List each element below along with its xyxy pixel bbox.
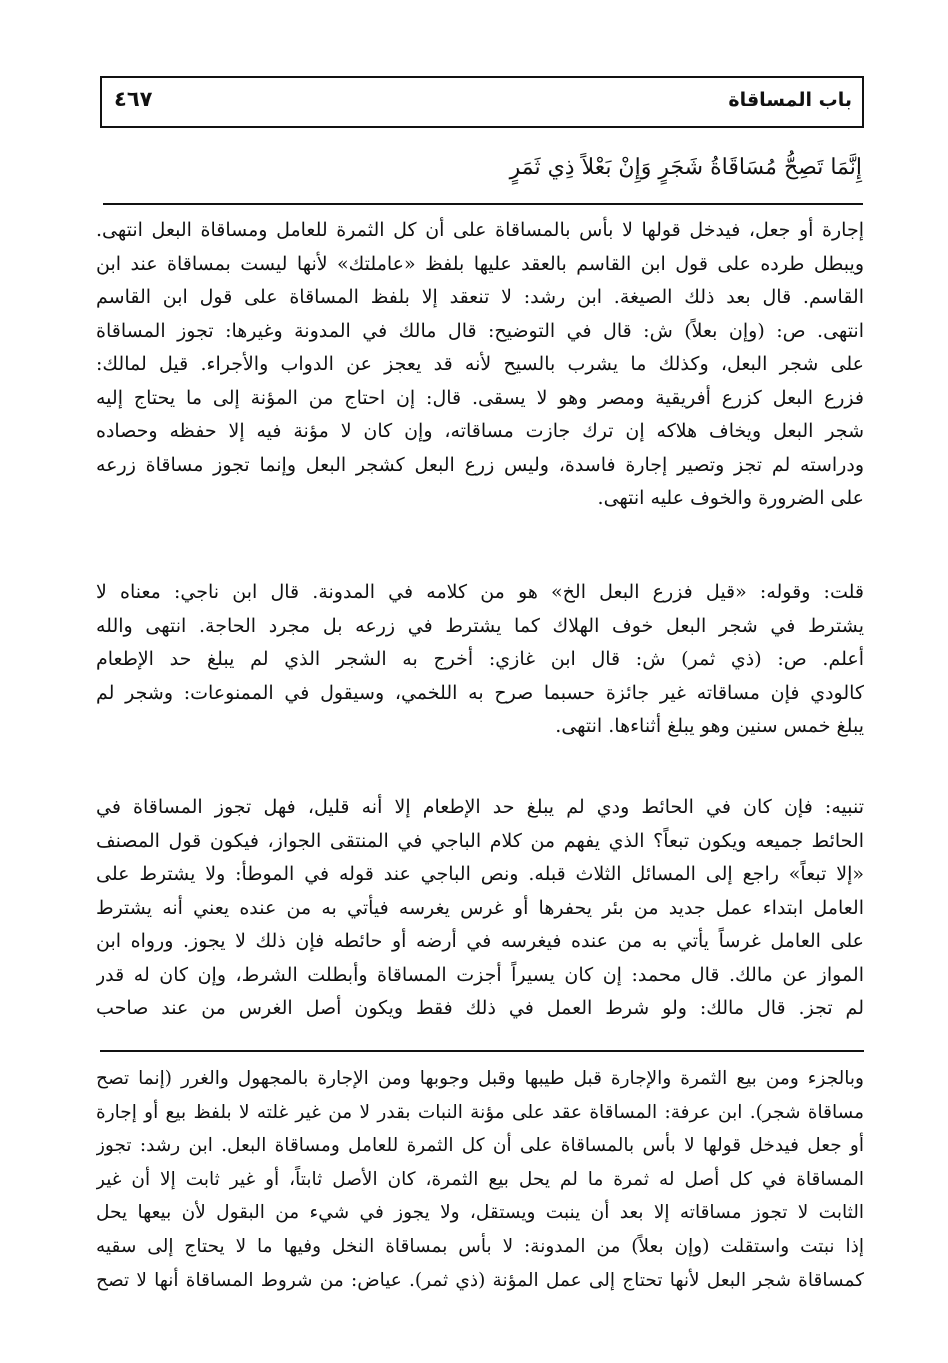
text-line: فزرع البعل كزرع أفريقية ومصر وهو لا يسقى. قال: إن احتاج من المؤنة إلى ما يحتاج إليه [96, 386, 864, 409]
text-line: يشترط في شجر البعل خوف الهلاك كما يشترط في زرعه بل مجرد الحاجة. انتهى والله [96, 614, 864, 637]
text-line: ودراسته لم تجز وتصير إجارة فاسدة، وليس زرع البعل كشجر البعل وإنما تجوز مساقاة زرعه [96, 453, 864, 476]
page-number: ٤٦٧ [114, 87, 153, 111]
footnote-line: المساقاة في كل أصل له ثمرة ما لم يحل بيع الثمرة، كان الأصل ثابتاً، أو غير ثابت إلا أن غير [96, 1168, 864, 1190]
poem-verse: إِنَّمَا تَصِحُّ مُسَاقَاةُ شَجَرٍ وَإِنْ بَعْلاً ذِي ثَمَرٍ [509, 155, 862, 180]
commentary-paragraph-3 [96, 791, 864, 1026]
footnote-line: إذا نبتت واستقلت (وإن بعلاً) من المدونة: لا بأس بمساقاة النخل وفيها ما لا يحتاج إلى سقيه [96, 1235, 864, 1257]
footnote-line: وبالجزء ومن بيع الثمرة والإجارة قبل طيبها وقبل وجوبها ومن الإجارة بالمجهول والغرر (إنما تصح [96, 1068, 864, 1089]
commentary-paragraph-1 [96, 214, 864, 516]
text-line: العامل ابتداء عمل جديد من بئر يحفرها أو غرس يغرسه فيأتي به من عنده يعني أنه يشترط [96, 896, 864, 919]
text-line: «إلا تبعاً» راجع إلى المسائل الثلاث قبله. ونص الباجي عند قوله في الموطأ: ولا يشترط على [96, 863, 864, 885]
running-header [100, 76, 864, 128]
text-line: الحائط جميعه ويكون تبعاً؟ الذي يفهم من كلام الباجي في المنتقى الجواز، فيكون قول المصنف [96, 829, 864, 852]
text-line: القاسم. قال بعد ذلك الصيغة. ابن رشد: لا تنعقد إلا بلفظ المساقاة على قول ابن القاسم [96, 286, 864, 308]
text-line: المواز عن مالك. قال محمد: إن كان يسيراً أجزت المساقاة وأبطلت الشرط، وإن كان له قدر [96, 963, 864, 986]
text-line: على شجر البعل، وكذلك ما يشرب بالسيح لأنه قد يعجز عن الدواب والأجراء. قيل لمالك: [96, 353, 864, 375]
footnotes [96, 1062, 864, 1297]
text-line: كالودي فإن مساقاته غير جائزة حسبما صرح به اللخمي، وسيقول في الممنوعات: وشجر لم [96, 681, 864, 704]
text-line: ويبطل طرده على قول ابن القاسم بالعقد عليها بلفظ «عاملتك» لأنها ليست بمساقاة عند ابن [96, 252, 864, 275]
verse-divider [103, 203, 863, 205]
footnote-line: مساقاة شجر). ابن عرفة: المساقاة عقد على مؤنة النبات بقدر لا من غير غلته لا بلفظ بيع أو إجارة [96, 1101, 864, 1123]
chapter-title: باب المساقاة [728, 89, 852, 111]
text-line: يبلغ خمس سنين وهو يبلغ أثناءها. انتهى. [555, 715, 864, 737]
text-line: أعلم. ص: (ذي ثمر) ش: قال ابن غازي: أخرج به الشجر الذي لم يبلغ حد الإطعام [96, 648, 864, 670]
footnote-line: كمساقاة شجر البعل لأنها تحتاج إلى عمل المؤنة (ذي ثمر). عياض: من شروط المساقاة أنها لا تصح [96, 1269, 864, 1291]
text-line: لم تجز. قال مالك: ولو شرط العمل في ذلك فقط ويكون أصل الغرس من عند صاحب [96, 997, 864, 1019]
text-line: انتهى. ص: (وإن بعلاً) ش: قال في التوضيح: قال مالك في المدونة وغيرها: تجوز المساقاة [96, 319, 864, 342]
text-line: تنبيه: فإن كان في الحائط ودي لم يبلغ حد الإطعام إلا أنه قليل، فهل تجوز المساقاة في [96, 796, 864, 818]
text-line: على العامل غرساً يأتي به من عنده فيغرسه في أرضه أو حائطه فإن ذلك لا يجوز. ورواه ابن [96, 930, 864, 952]
footnote-line: الثابت لا تجوز مساقاته إلا بعد أن ينبت ويستقل، ولا يجوز في شيء من البقول لأن بيعها يحل [96, 1202, 864, 1224]
text-line: على الضرورة والخوف عليه انتهى. [597, 487, 864, 509]
footnote-line: أو جعل فيدخل قولها لا بأس بالمساقاة على أن كل الثمرة للعامل ومساقاة البعل. ابن رشد: تجوز [96, 1135, 864, 1157]
text-line: قلت: وقوله: «قيل فزرع البعل الخ» هو من كلامه في المدونة. قال ابن ناجي: معناه لا [96, 581, 864, 603]
footnote-divider [100, 1050, 864, 1052]
commentary-paragraph-2 [96, 576, 864, 744]
text-line: شجر البعل ويخاف هلاكه إن ترك جازت مساقاته، وإن كان لا مؤنة فيه إلا حفظه وحصاده [96, 420, 864, 442]
text-line: إجارة أو جعل، فيدخل قولها لا بأس بالمساقاة على أن كل الثمرة للعامل ومساقاة البعل انتهى. [96, 219, 864, 241]
